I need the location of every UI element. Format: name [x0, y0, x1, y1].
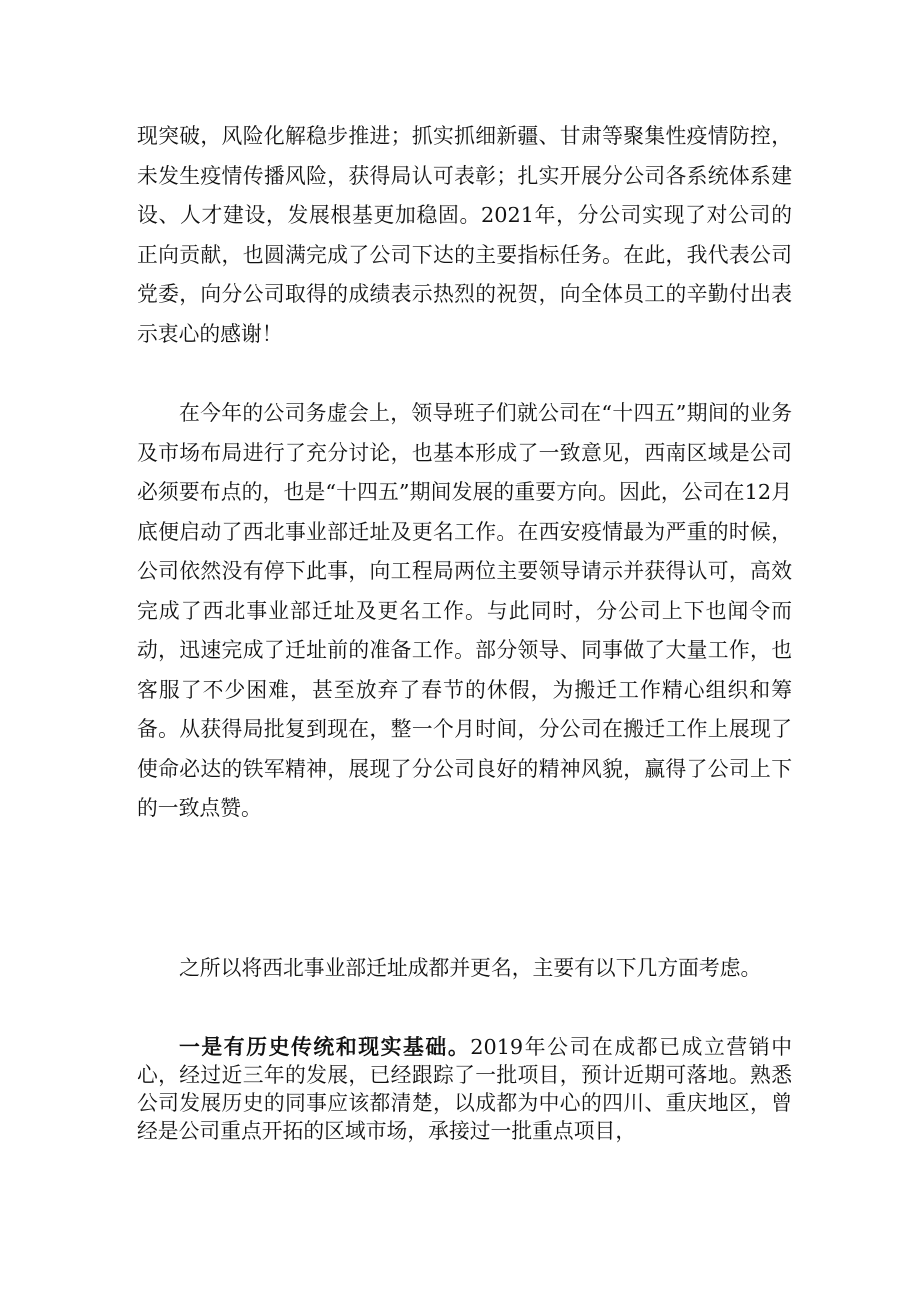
- paragraph-relocation-work: 在今年的公司务虚会上，领导班子们就公司在“十四五”期间的业务及市场布局进行了充分讨论，也基本形成了一致意见，西南区域是公司必须要布点的，也是“十四五”期间发展的重要方向。因此，公司在12月底便启动了西北事业部迁址及更名工作。在西安疫情最为严重的时候，公司依然没有停下此事，向工程局两位主要领导请示并获得认可，高效完成了西北事业部迁址及更名工作。与此同时，分公司上下也闻令而动，迅速完成了迁址前的准备工作。部分领导、同事做了大量工作，也客服了不少困难，甚至放弃了春节的休假，为搬迁工作精心组织和筹备。从获得局批复到现在，整一个月时间，分公司在搬迁工作上展现了使命必达的铁军精神，展现了分公司良好的精神风貌，赢得了公司上下的一致点赞。: [137, 401, 792, 820]
- reason-one-heading: 一是有历史传统和现实基础。: [179, 1034, 471, 1059]
- reason-one-body: 2019年公司在成都已成立营销中心，经过近三年的发展，已经跟踪了一批项目，预计近期可落地。熟悉公司发展历史的同事应该都清楚，以成都为中心的四川、重庆地区，曾经是公司重点开拓的区域市场，承接过一批重点项目，: [137, 1035, 792, 1143]
- paragraph-achievements: 现突破，风险化解稳步推进；抓实抓细新疆、甘肃等聚集性疫情防控，未发生疫情传播风险，获得局认可表彰；扎实开展分公司各系统体系建设、人才建设，发展根基更加稳固。2021年，分公司实现了对公司的正向贡献，也圆满完成了公司下达的主要指标任务。在此，我代表公司党委，向分公司取得的成绩表示热烈的祝贺，向全体员工的辛勤付出表示衷心的感谢！: [137, 124, 792, 346]
- paragraph-reasons-intro: 之所以将西北事业部迁址成都并更名，主要有以下几方面考虑。: [179, 956, 762, 980]
- paragraph-reason-one: [137, 1033, 792, 1145]
